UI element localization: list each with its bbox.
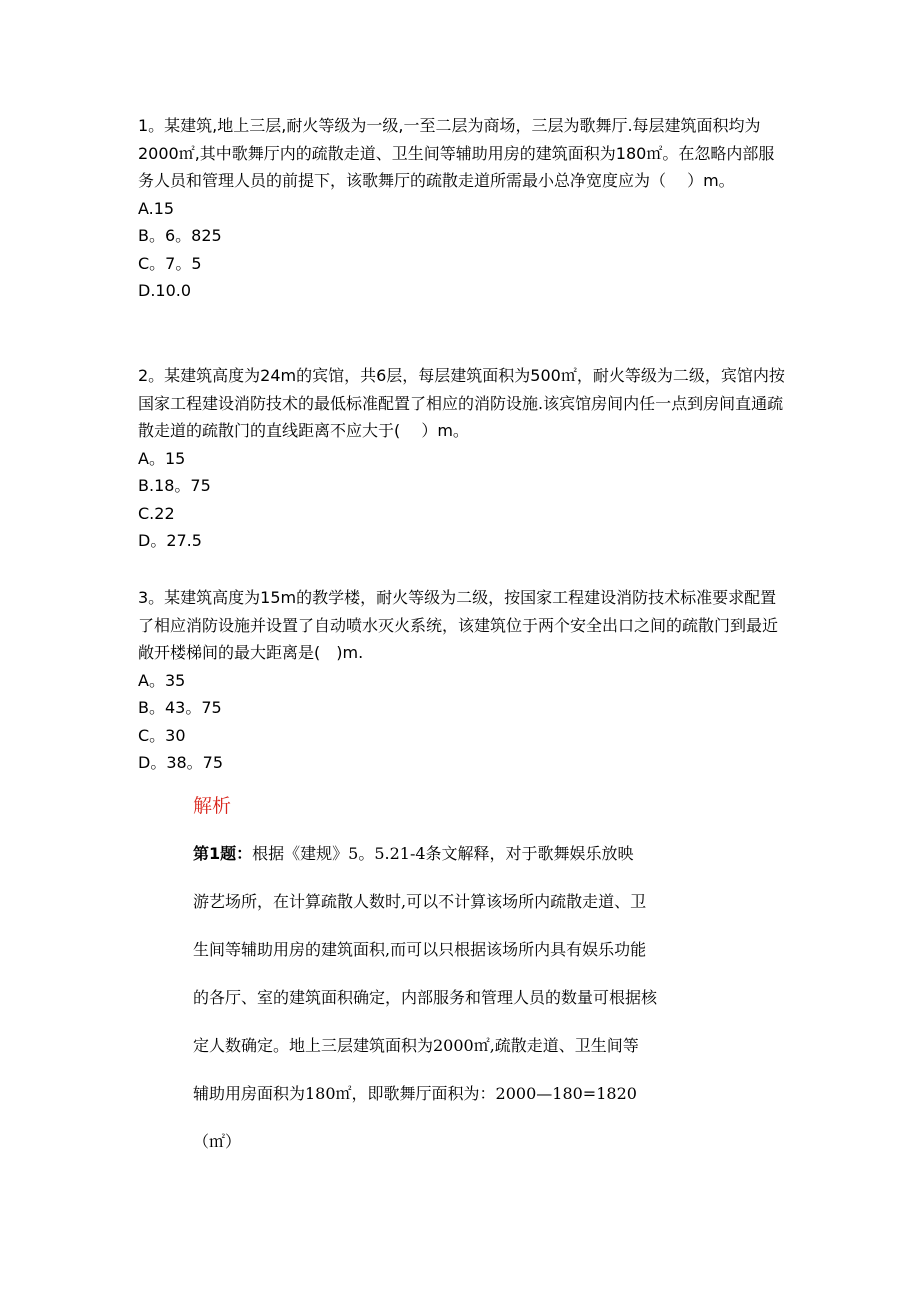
question-3-option-b: B。43。75 (138, 698, 222, 717)
question-3-option-d: D。38。75 (138, 753, 224, 772)
question-3-option-c: C。30 (138, 725, 186, 745)
question-2-stem: 2。某建筑高度为24m的宾馆，共6层，每层建筑面积为500㎡，耐火等级为二级，宾馆内按国家工程建设消防技术的最低标准配置了相应的消防设施.该宾馆房间内任一点到房间直通疏散走道的疏散门的直线距离不应大于( ）m。 (138, 366, 785, 440)
question-1-stem: 1。某建筑,地上三层,耐火等级为一级,一至二层为商场，三层为歌舞厅.每层建筑面积均为2000㎡,其中歌舞厅内的疏散走道、卫生间等辅助用房的建筑面积为180㎡。在忽略内部服务人员和管理人员的前提下，该歌舞厅的疏散走道所需最小总净宽度应为（ ）m。 (138, 116, 775, 190)
analysis-line: （㎡） (193, 1132, 242, 1151)
analysis-lead: 第1题： (193, 844, 253, 863)
question-2-option-c: C.22 (138, 503, 175, 523)
question-3 (138, 584, 788, 777)
question-1-option-c: C。7。5 (138, 253, 202, 273)
question-2-option-a: A。15 (138, 448, 186, 468)
analysis-line (193, 840, 753, 888)
question-2-option-b: B.18。75 (138, 476, 211, 495)
analysis-title: 解析 (193, 795, 232, 817)
analysis-line: 游艺场所，在计算疏散人数时,可以不计算该场所内疏散走道、卫 (193, 892, 647, 911)
analysis-line: 生间等辅助用房的建筑面积,而可以只根据该场所内具有娱乐功能 (193, 940, 647, 959)
question-3-stem: 3。某建筑高度为15m的教学楼，耐火等级为二级，按国家工程建设消防技术标准要求配置了相应消防设施并设置了自动喷水灭火系统，该建筑位于两个安全出口之间的疏散门到最近敞开楼梯间的最大距离是( )m. (138, 588, 779, 662)
question-1-option-d: D.10.0 (138, 281, 192, 300)
analysis-line: 的各厅、室的建筑面积确定，内部服务和管理人员的数量可根据核 (193, 988, 658, 1007)
analysis-line: 辅助用房面积为180㎡，即歌舞厅面积为：2000—180=1820 (193, 1084, 637, 1103)
analysis-line: 定人数确定。地上三层建筑面积为2000㎡,疏散走道、卫生间等 (193, 1036, 639, 1055)
analysis-first-line: 根据《建规》5。5.21-4条文解释，对于歌舞娱乐放映 (252, 844, 634, 863)
question-2-option-d: D。27.5 (138, 531, 202, 550)
question-3-option-a: A。35 (138, 670, 186, 690)
question-1 (138, 112, 788, 305)
analysis-body (193, 840, 753, 1176)
question-1-option-b: B。6。825 (138, 226, 222, 245)
question-2 (138, 362, 788, 555)
question-1-option-a: A.15 (138, 198, 175, 218)
